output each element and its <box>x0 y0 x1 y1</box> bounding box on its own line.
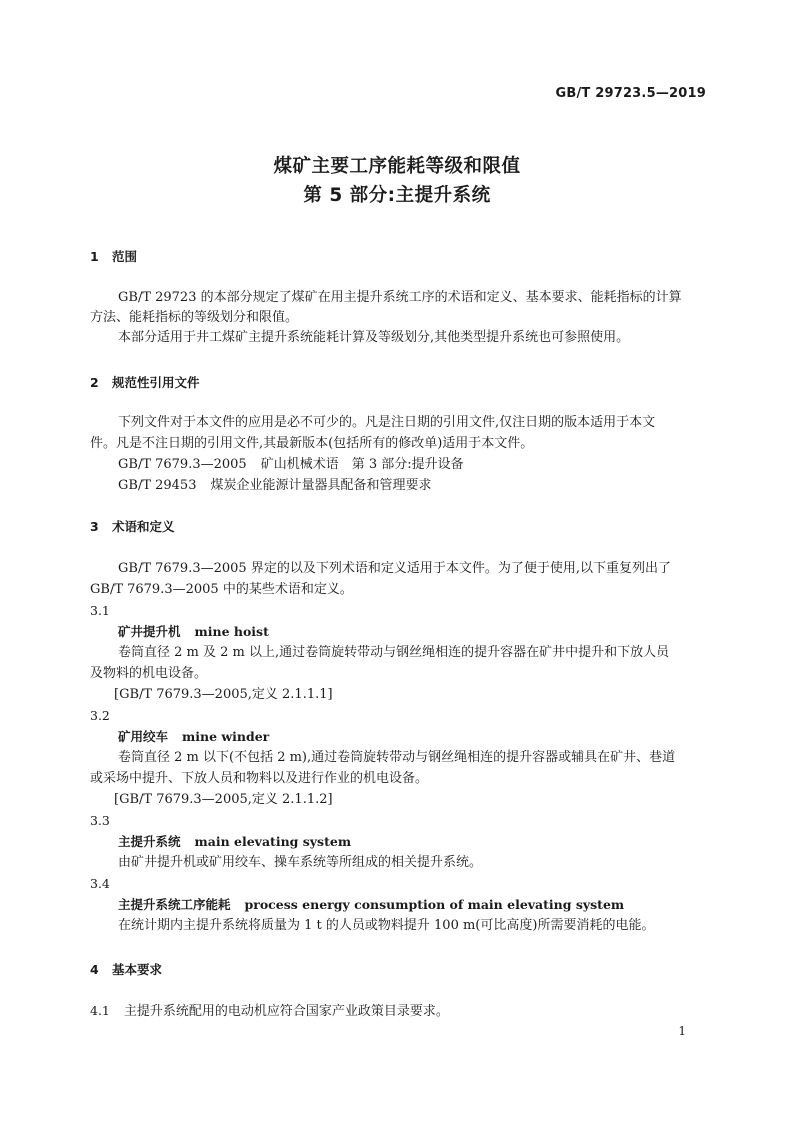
section-4-heading <box>90 962 162 978</box>
term-definition-line: 卷筒直径 2 m 及 2 m 以上,通过卷筒旋转带动与钢丝绳相连的提升容器在矿井中提升和下放人员 <box>118 645 670 660</box>
term-en: mine winder <box>182 729 270 744</box>
section-1-paragraph-line: 方法、能耗指标的等级划分和限值。 <box>90 310 299 325</box>
term-zh: 主提升系统工序能耗 <box>118 897 231 912</box>
section-number: 2 <box>90 375 99 390</box>
term-definition-line: 或采场中提升、下放人员和物料以及进行作业的机电设备。 <box>90 771 429 786</box>
section-number: 4 <box>90 962 99 977</box>
term-heading <box>118 729 269 745</box>
term-heading <box>118 624 269 640</box>
term-number: 3.3 <box>90 813 110 828</box>
standard-number: GB/T 29723.5—2019 <box>555 86 706 101</box>
term-zh: 矿用绞车 <box>118 729 169 744</box>
term-heading <box>118 834 351 850</box>
term-en: main elevating system <box>194 834 352 849</box>
term-definition-line: 由矿井提升机或矿用绞车、操车系统等所组成的相关提升系统。 <box>118 855 483 870</box>
page-number: 1 <box>678 1024 686 1038</box>
section-title: 规范性引用文件 <box>112 375 200 390</box>
section-2-paragraph-line: 下列文件对于本文件的应用是必不可少的。凡是注日期的引用文件,仅注日期的版本适用于本文 <box>118 415 656 430</box>
clause-number: 4.1 <box>90 1003 110 1018</box>
term-zh: 主提升系统 <box>118 834 181 849</box>
term-source: [GB/T 7679.3—2005,定义 2.1.1.2] <box>114 792 333 807</box>
section-3-intro-line: GB/T 7679.3—2005 界定的以及下列术语和定义适用于本文件。为了便于使用,以下重复列出了 <box>118 561 671 576</box>
term-source: [GB/T 7679.3—2005,定义 2.1.1.1] <box>114 687 333 702</box>
document-title-line2: 第 5 部分:主提升系统 <box>303 185 491 206</box>
normative-reference <box>118 478 432 494</box>
section-title: 术语和定义 <box>112 519 175 534</box>
reference-title: 煤炭企业能源计量器具配备和管理要求 <box>210 478 432 493</box>
section-3-heading <box>90 519 175 535</box>
section-number: 1 <box>90 249 99 264</box>
term-definition-line: 及物料的机电设备。 <box>90 666 208 681</box>
reference-title: 矿山机械术语 第 3 部分:提升设备 <box>260 457 464 472</box>
term-number: 3.1 <box>90 603 110 618</box>
section-number: 3 <box>90 519 99 534</box>
term-number: 3.4 <box>90 876 110 891</box>
section-1-paragraph-line: GB/T 29723 的本部分规定了煤矿在用主提升系统工序的术语和定义、基本要求、能耗指标的计算 <box>118 290 682 305</box>
term-definition-line: 卷筒直径 2 m 以下(不包括 2 m),通过卷筒旋转带动与钢丝绳相连的提升容器或辅具在矿井、巷道 <box>118 750 676 765</box>
term-number: 3.2 <box>90 708 110 723</box>
reference-code: GB/T 7679.3—2005 <box>118 457 247 472</box>
section-title: 基本要求 <box>112 962 163 977</box>
document-title-line1: 煤矿主要工序能耗等级和限值 <box>273 156 521 177</box>
clause-4-1 <box>90 1003 449 1020</box>
section-1-heading <box>90 249 137 265</box>
section-3-intro-line: GB/T 7679.3—2005 中的某些术语和定义。 <box>90 582 353 597</box>
clause-text: 主提升系统配用的电动机应符合国家产业政策目录要求。 <box>123 1004 449 1019</box>
reference-code: GB/T 29453 <box>118 478 197 493</box>
term-heading <box>118 897 624 913</box>
term-definition-line: 在统计期内主提升系统将质量为 1 t 的人员或物料提升 100 m(可比高度)所需要消耗的电能。 <box>118 918 655 933</box>
term-en: process energy consumption of main elevating system <box>244 897 625 912</box>
section-2-heading <box>90 375 200 391</box>
section-2-paragraph-line: 件。凡是不注日期的引用文件,其最新版本(包括所有的修改单)适用于本文件。 <box>90 436 534 451</box>
term-en: mine hoist <box>194 624 269 639</box>
term-zh: 矿井提升机 <box>118 624 181 639</box>
section-title: 范围 <box>112 249 138 264</box>
section-1-paragraph-line: 本部分适用于井工煤矿主提升系统能耗计算及等级划分,其他类型提升系统也可参照使用。 <box>118 330 630 345</box>
normative-reference <box>118 457 464 473</box>
